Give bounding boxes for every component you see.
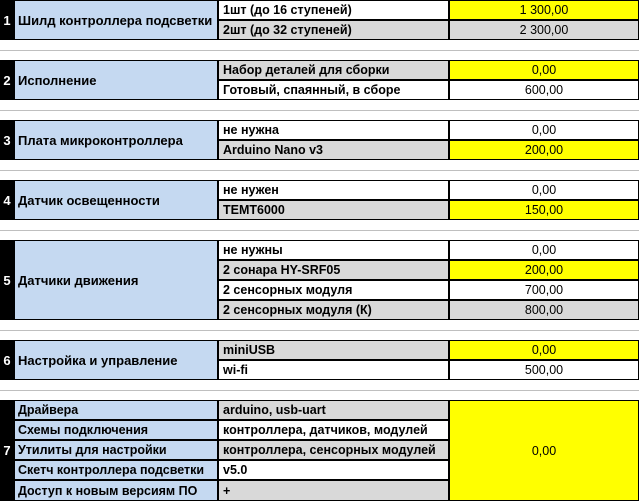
section-5-option-4[interactable]: 2 сенсорных модуля (К) <box>218 300 449 320</box>
section-5-price-2[interactable]: 200,00 <box>449 260 639 280</box>
section-2-option-1[interactable]: Набор деталей для сборки <box>218 60 449 80</box>
section-3-option-1[interactable]: не нужна <box>218 120 449 140</box>
section-1-option-1[interactable]: 1шт (до 16 ступеней) <box>218 0 449 20</box>
section-7-value-1: arduino, usb-uart <box>218 400 449 420</box>
section-3-price-1[interactable]: 0,00 <box>449 120 639 140</box>
section-3-option-2[interactable]: Arduino Nano v3 <box>218 140 449 160</box>
section-4-title: Датчик освещенности <box>14 180 218 220</box>
section-5-title: Датчики движения <box>14 240 218 320</box>
section-2-price-2[interactable]: 600,00 <box>449 80 639 100</box>
section-1-number: 1 <box>0 0 14 40</box>
section-6-number: 6 <box>0 340 14 380</box>
section-7-title-4: Скетч контроллера подсветки <box>14 460 218 480</box>
section-1-title: Шилд контроллера подсветки <box>14 0 218 40</box>
section-7-title-1: Драйвера <box>14 400 218 420</box>
section-7-title-5: Доступ к новым версиям ПО <box>14 480 218 501</box>
section-3-price-2[interactable]: 200,00 <box>449 140 639 160</box>
section-7-value-4: v5.0 <box>218 460 449 480</box>
section-2-price-1[interactable]: 0,00 <box>449 60 639 80</box>
section-7-value-5: + <box>218 480 449 501</box>
section-5-option-1[interactable]: не нужны <box>218 240 449 260</box>
section-6-price-1[interactable]: 0,00 <box>449 340 639 360</box>
section-4-option-2[interactable]: TEMT6000 <box>218 200 449 220</box>
section-2-option-2[interactable]: Готовый, спаянный, в сборе <box>218 80 449 100</box>
section-5-price-4[interactable]: 800,00 <box>449 300 639 320</box>
section-3-title: Плата микроконтроллера <box>14 120 218 160</box>
section-7-value-2: контроллера, датчиков, модулей <box>218 420 449 440</box>
section-1-price-2[interactable]: 2 300,00 <box>449 20 639 40</box>
row-separator <box>0 330 639 331</box>
section-7-value-3: контроллера, сенсорных модулей <box>218 440 449 460</box>
row-separator <box>0 110 639 111</box>
row-separator <box>0 170 639 171</box>
section-7-price[interactable]: 0,00 <box>449 400 639 501</box>
row-separator <box>0 390 639 391</box>
section-4-option-1[interactable]: не нужен <box>218 180 449 200</box>
row-separator <box>0 50 639 51</box>
section-5-option-3[interactable]: 2 сенсорных модуля <box>218 280 449 300</box>
section-1-price-1[interactable]: 1 300,00 <box>449 0 639 20</box>
section-4-price-1[interactable]: 0,00 <box>449 180 639 200</box>
section-6-title: Настройка и управление <box>14 340 218 380</box>
section-6-price-2[interactable]: 500,00 <box>449 360 639 380</box>
section-2-title: Исполнение <box>14 60 218 100</box>
section-7-title-2: Схемы подключения <box>14 420 218 440</box>
section-2-number: 2 <box>0 60 14 100</box>
section-5-price-3[interactable]: 700,00 <box>449 280 639 300</box>
section-6-option-2[interactable]: wi-fi <box>218 360 449 380</box>
section-5-price-1[interactable]: 0,00 <box>449 240 639 260</box>
section-4-number: 4 <box>0 180 14 220</box>
section-5-number: 5 <box>0 240 14 320</box>
section-3-number: 3 <box>0 120 14 160</box>
section-7-number: 7 <box>0 400 14 501</box>
section-1-option-2[interactable]: 2шт (до 32 ступеней) <box>218 20 449 40</box>
row-separator <box>0 230 639 231</box>
section-4-price-2[interactable]: 150,00 <box>449 200 639 220</box>
section-7-title-3: Утилиты для настройки <box>14 440 218 460</box>
section-6-option-1[interactable]: miniUSB <box>218 340 449 360</box>
section-5-option-2[interactable]: 2 сонара HY-SRF05 <box>218 260 449 280</box>
